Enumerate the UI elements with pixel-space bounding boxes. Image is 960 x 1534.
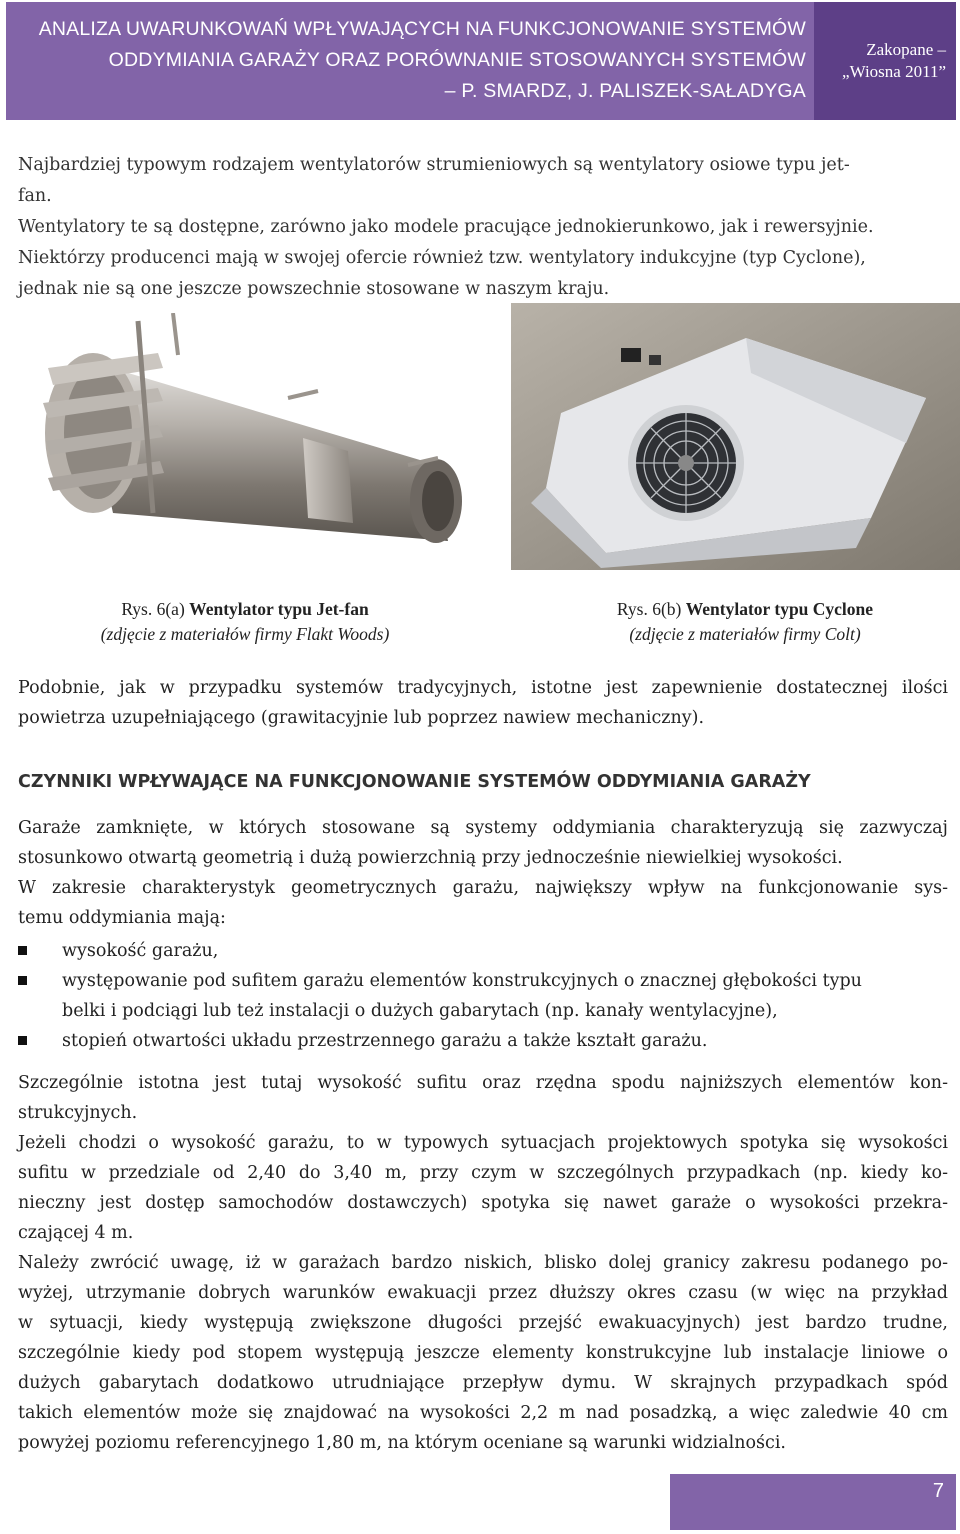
header-title-line: ANALIZA UWARUNKOWAŃ WPŁYWAJĄCYCH NA FUNKCJONOWANIE SYSTEMÓW	[38, 18, 806, 40]
text-line: czającej 4 m.	[18, 1223, 134, 1243]
caption-title-line	[560, 597, 930, 622]
text-line: Szczególnie istotna jest tutaj wysokość sufitu oraz rzędna spodu najniższych elementów kon-	[18, 1073, 948, 1093]
text-line: Wentylatory te są dostępne, zarówno jako modele pracujące jednokierunkowo, jak i rewersyjnie.	[18, 217, 874, 237]
text-line: wysokość garażu,	[62, 941, 219, 961]
header-authors: – P. SMARDZ, J. PALISZEK-SAŁADYGA	[444, 80, 806, 102]
bullet-square-icon	[18, 1036, 27, 1045]
bullet-square-icon	[18, 976, 27, 985]
caption-title-line	[70, 597, 420, 622]
bullet-list	[18, 936, 948, 1056]
text-line: w sytuacji, kiedy występują zwiększone długości przejść ewakuacyjnych) jest bardzo trudne,	[18, 1313, 948, 1333]
header-season: „Wiosna 2011”	[842, 62, 946, 81]
caption-source: (zdjęcie z materiałów firmy Flakt Woods)	[100, 624, 390, 644]
text-line: Najbardziej typowym rodzajem wentylatorów strumieniowych są wentylatory osiowe typu jet-	[18, 155, 850, 175]
figure-caption-a	[70, 597, 420, 647]
paragraph-height	[18, 1068, 948, 1458]
header-place: Zakopane –	[866, 40, 946, 59]
paragraph-garages	[18, 813, 948, 933]
text-line: W zakresie charakterystyk geometrycznych garażu, największy wpływ na funkcjonowanie sys-	[18, 878, 948, 898]
text-line: wyżej, utrzymanie dobrych warunków ewakuacji przez dłuższy okres czasu (w więc na przykład	[18, 1283, 948, 1303]
text-line: dużych gabarytach dodatkowo utrudniające przepływ dymu. W skrajnych przypadkach spód	[18, 1373, 948, 1393]
text-line: Garaże zamknięte, w których stosowane są systemy oddymiania charakteryzują się zazwyczaj	[18, 818, 948, 838]
text-line: powyżej poziomu referencyjnego 1,80 m, na którym oceniane są warunki widzialności.	[18, 1433, 786, 1453]
list-item	[18, 1026, 948, 1056]
text-line: jednak nie są one jeszcze powszechnie stosowane w naszym kraju.	[18, 279, 610, 299]
bullet-square-icon	[18, 946, 27, 955]
header-event	[814, 2, 956, 120]
cyclone-fan-photo	[511, 303, 960, 570]
header-title	[6, 2, 814, 120]
caption-title: Wentylator typu Jet-fan	[189, 599, 369, 619]
text-line: powietrza uzupełniającego (grawitacyjnie lub poprzez nawiew mechaniczny).	[18, 708, 705, 728]
intro-paragraph	[18, 150, 948, 305]
text-line: belki i podciągi lub też instalacji o dużych gabarytach (np. kanały wentylacyjne),	[62, 1001, 778, 1021]
text-line: fan.	[18, 186, 52, 206]
text-line: sufitu w przedziale od 2,40 do 3,40 m, przy czym w szczególnych przypadkach (np. kiedy ko-	[18, 1163, 948, 1183]
list-item	[18, 966, 948, 1026]
list-item	[18, 936, 948, 966]
text-line: występowanie pod sufitem garażu elementów konstrukcyjnych o znacznej głębokości typu	[62, 971, 862, 991]
caption-prefix: Rys. 6(a)	[121, 599, 190, 619]
text-line: stosunkowo otwartą geometrią i dużą powierzchnią przy jednocześnie niewielkiej wysokości.	[18, 848, 843, 868]
text-line: temu oddymiania mają:	[18, 908, 226, 928]
text-line: takich elementów może się znajdować na wysokości 2,2 m nad posadzką, a więc zaledwie 40 cm	[18, 1403, 948, 1423]
text-line: nieczny jest dostęp samochodów dostawczych) spotyka się nawet garaże o wysokości przekra-	[18, 1193, 948, 1213]
text-line: strukcyjnych.	[18, 1103, 138, 1123]
figure-caption-b	[560, 597, 930, 647]
caption-prefix: Rys. 6(b)	[616, 599, 686, 619]
caption-title: Wentylator typu Cyclone	[685, 599, 874, 619]
text-line: Niektórzy producenci mają w swojej ofercie również tzw. wentylatory indukcyjne (typ Cyclone),	[18, 248, 866, 268]
caption-source: (zdjęcie z materiałów firmy Colt)	[629, 624, 861, 644]
paragraph-air	[18, 673, 948, 733]
text-line: stopień otwartości układu przestrzennego garażu a także kształt garażu.	[62, 1031, 708, 1051]
text-line: szczególnie kiedy pod stopem występują jeszcze elementy konstrukcyjne lub instalacje liniowe o	[18, 1343, 948, 1363]
text-line: Jeżeli chodzi o wysokość garażu, to w typowych sytuacjach projektowych spotyka się wysokości	[18, 1133, 948, 1153]
page-header	[6, 2, 956, 120]
header-title-line: ODDYMIANIA GARAŻY ORAZ PORÓWNANIE STOSOWANYCH SYSTEMÓW	[108, 49, 806, 71]
jet-fan-photo	[18, 313, 466, 575]
section-heading: CZYNNIKI WPŁYWAJĄCE NA FUNKCJONOWANIE SYSTEMÓW ODDYMIANIA GARAŻY	[18, 772, 811, 792]
text-line: Należy zwrócić uwagę, iż w garażach bardzo niskich, blisko dolej granicy zakresu podanego po-	[18, 1253, 948, 1273]
text-line: Podobnie, jak w przypadku systemów tradycyjnych, istotne jest zapewnienie dostatecznej ilości	[18, 678, 948, 698]
page-number: 7	[670, 1474, 956, 1530]
